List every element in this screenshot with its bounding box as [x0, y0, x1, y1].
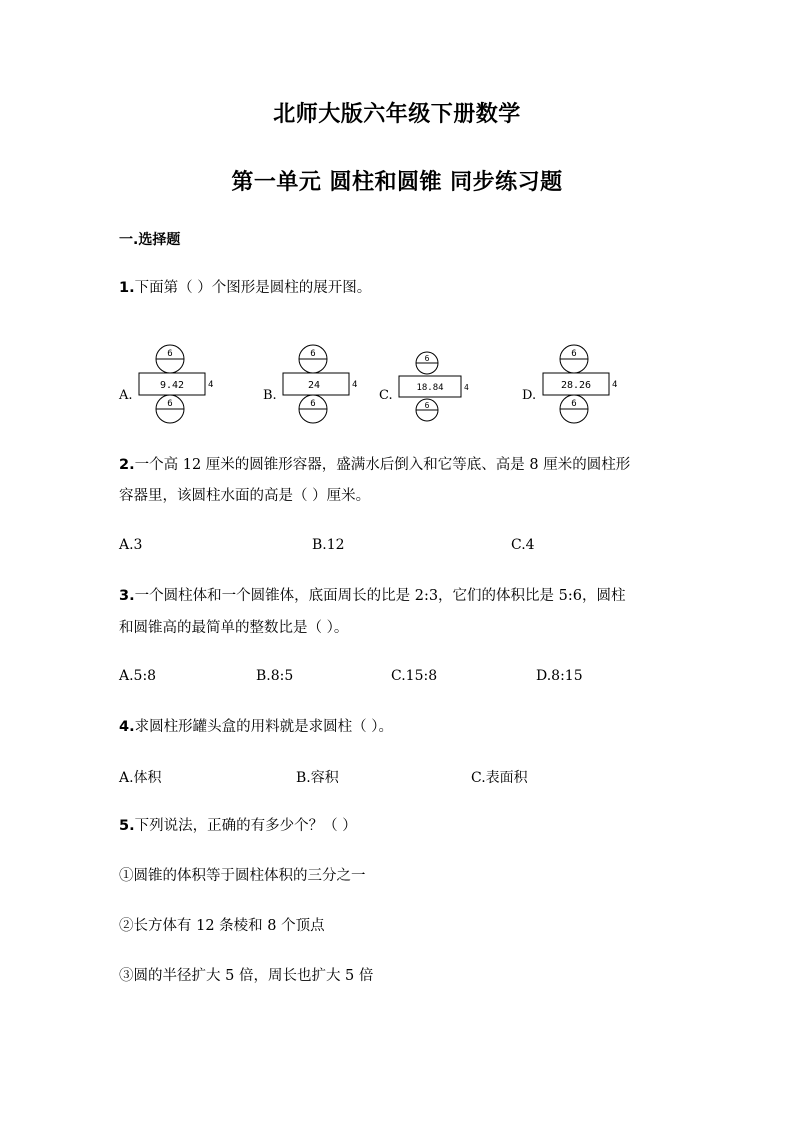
rect-length-label: 28.26: [560, 380, 592, 391]
question-5: [119, 816, 357, 836]
question-number: 4.: [119, 719, 135, 735]
statement-3: ③圆的半径扩大 5 倍，周长也扩大 5 倍: [119, 968, 374, 984]
option-c: C.4: [511, 537, 535, 553]
question-text: 一个高 12 厘米的圆锥形容器，盛满水后倒入和它等底、高是 8 厘米的圆柱形: [134, 457, 631, 473]
cylinder-net-figure-a: [133, 340, 223, 430]
figure-label: B.: [263, 388, 277, 403]
circle-diameter-label: 6: [310, 349, 316, 359]
rect-length-label: 18.84: [416, 383, 444, 393]
figure-label: A.: [119, 388, 133, 403]
question-3: [119, 586, 626, 606]
rect-height-label: 4: [208, 380, 214, 390]
circle-diameter-label: 6: [424, 401, 430, 410]
rect-height-label: 4: [352, 380, 358, 390]
statement-2: ②长方体有 12 条棱和 8 个顶点: [119, 918, 325, 934]
cylinder-net-figure-b: [277, 340, 367, 430]
option-b: B.12: [312, 537, 345, 553]
question-number: 2.: [119, 457, 135, 473]
option-a: A.3: [119, 537, 143, 553]
rect-height-label: 4: [464, 383, 469, 392]
page-title: 北师大版六年级下册数学: [273, 102, 521, 127]
circle-diameter-label: 6: [167, 349, 173, 359]
question-number: 3.: [119, 588, 135, 604]
figure-label: C.: [379, 388, 393, 403]
circle-diameter-label: 6: [167, 399, 173, 409]
cylinder-net-figure-c: [393, 348, 483, 428]
figure-row: [0, 340, 794, 430]
circle-diameter-label: 6: [310, 399, 316, 409]
question-4: [119, 717, 393, 737]
circle-diameter-label: 6: [571, 399, 577, 409]
question-number: 1.: [119, 280, 135, 296]
question-number: 5.: [119, 818, 135, 834]
question-text: 下列说法，正确的有多少个？（ ）: [134, 818, 357, 834]
option-b: B.容积: [296, 770, 339, 786]
option-a: A.5:8: [119, 668, 157, 684]
question-2: [119, 455, 630, 475]
option-c: C.表面积: [471, 770, 528, 786]
rect-height-label: 4: [612, 380, 618, 390]
option-a: A.体积: [119, 770, 162, 786]
question-text: 一个圆柱体和一个圆锥体，底面周长的比是 2:3，它们的体积比是 5:6，圆柱: [134, 588, 626, 604]
section-heading: 一.选择题: [119, 232, 181, 248]
question-text: 下面第（ ）个图形是圆柱的展开图。: [134, 280, 372, 296]
figure-label: D.: [522, 388, 537, 403]
question-1: [119, 278, 371, 298]
question-text: 求圆柱形罐头盒的用料就是求圆柱（ ）。: [134, 719, 393, 735]
option-d: D.8:15: [536, 668, 583, 684]
rect-length-label: 24: [307, 380, 321, 391]
circle-diameter-label: 6: [571, 349, 577, 359]
question-2-line-2: 容器里，该圆柱水面的高是（ ）厘米。: [119, 488, 371, 504]
option-b: B.8:5: [256, 668, 294, 684]
page-subtitle: 第一单元 圆柱和圆锥 同步练习题: [231, 170, 563, 195]
circle-diameter-label: 6: [424, 354, 430, 363]
option-c: C.15:8: [391, 668, 438, 684]
rect-length-label: 9.42: [159, 380, 185, 391]
cylinder-net-figure-d: [537, 340, 627, 430]
question-3-line-2: 和圆锥高的最简单的整数比是（ ）。: [119, 620, 349, 636]
statement-1: ①圆锥的体积等于圆柱体积的三分之一: [119, 868, 366, 884]
